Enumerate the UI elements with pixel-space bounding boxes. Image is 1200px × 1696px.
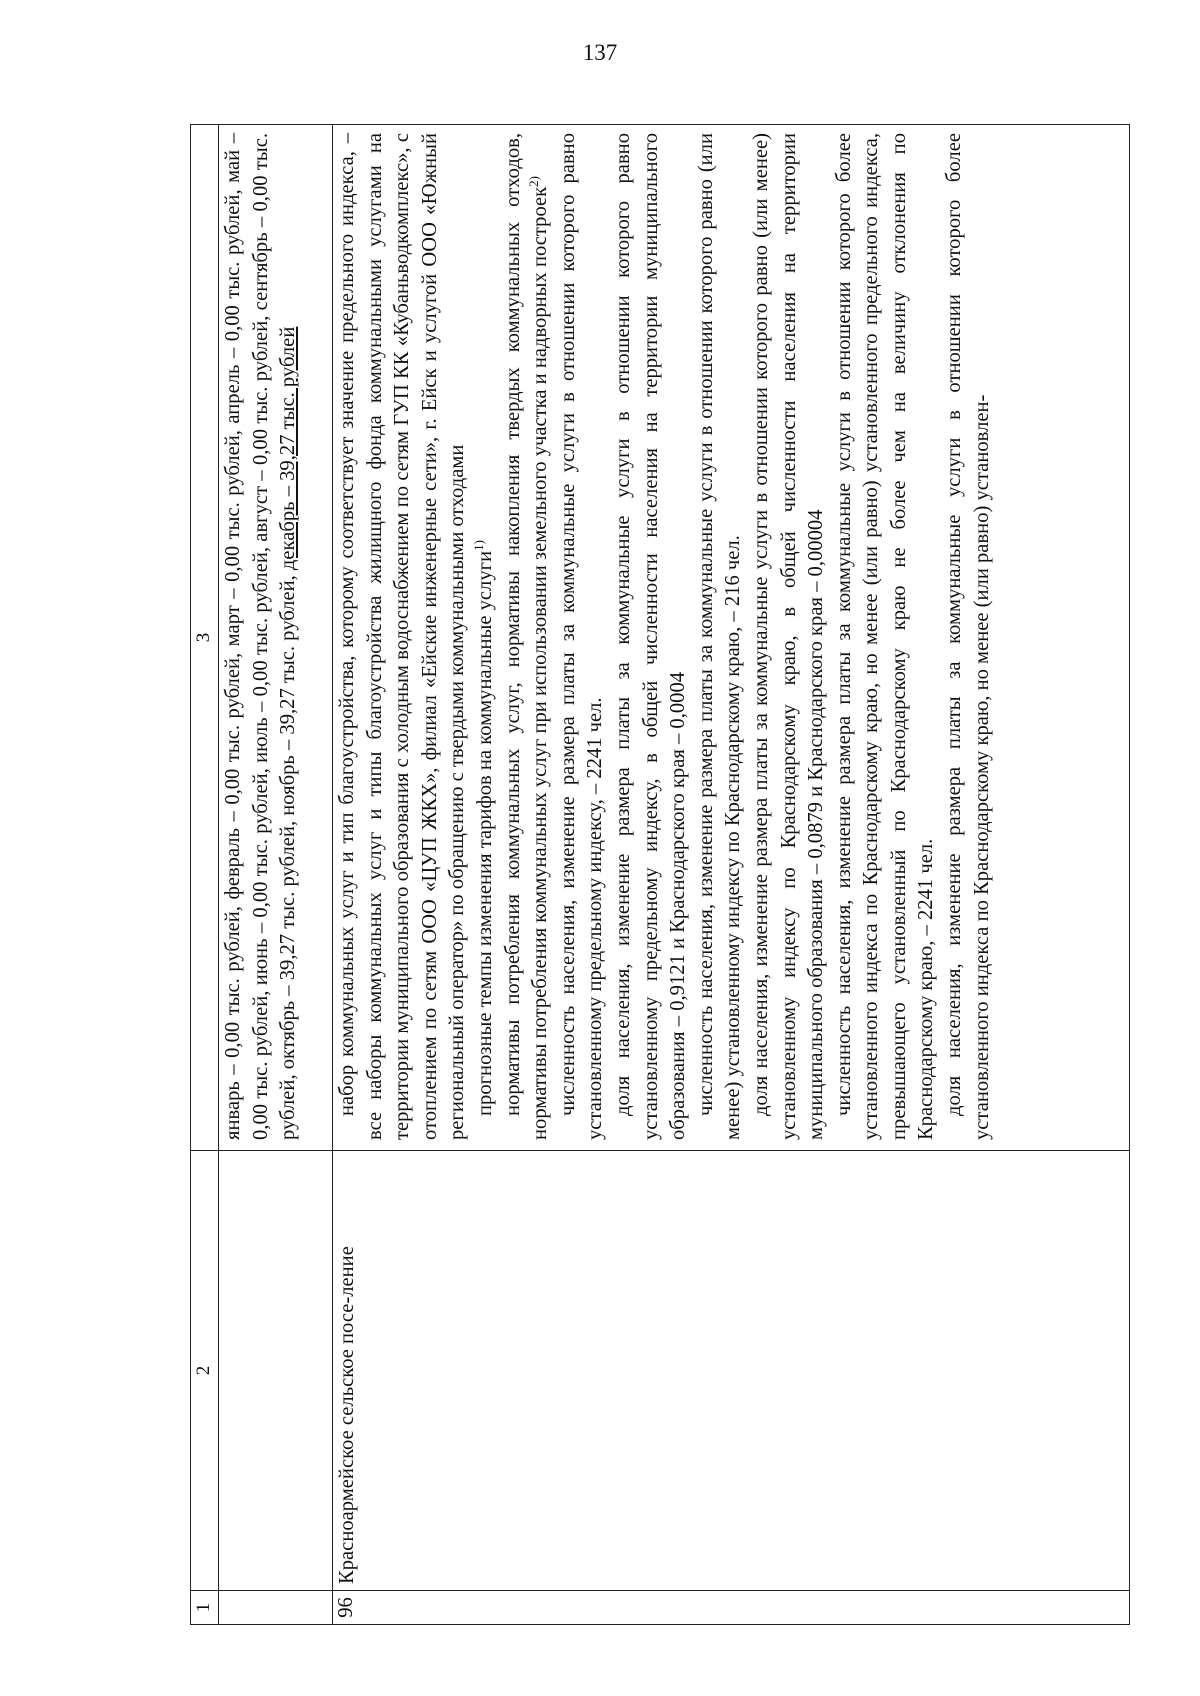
utility-set-paragraph: набор коммунальных услуг и тип благоустройства, которому соответствует значение предельного индекса, – все наборы коммунальных услуг и типы благоустройства жилищного фонда коммунальными услугами на территории муниципального образования с холодным водоснабжением по сетям ГУП КК «Кубаньводкомплекс», с отоплением по сетям ООО «ЦУП ЖКХ», филиал «Ейские инженерные сети», г. Ейск и услугой ООО «Южный региональный оператор» по обращению с твердыми коммунальными отходами [336, 133, 469, 1140]
payment-schedule-text [219, 125, 303, 1150]
share-at-limit-paragraph: доля населения, изменение размера платы за коммунальные услуги в отношении которого равно установленному предельному индексу, в общей численности населения на территории муниципального образования – 0,9121 и Краснодарского края – 0,0004 [611, 133, 690, 1140]
row-index-cell [219, 1591, 333, 1625]
column-number-3: 3 [191, 125, 219, 1151]
payment-schedule-months: январь – 0,00 тыс. рублей, февраль – 0,00 тыс. рублей, март – 0,00 тыс. рублей, апрель – 0,00 тыс. рублей, май – 0,00 тыс. рублей, июнь – 0,00 тыс. рублей, июль – 0,00 тыс. рублей, август – 0,00 тыс. рублей, сентябрь – 0,00 тыс. рублей, октябрь – 39,27 тыс. рублей, ноябрь – 39,27 тыс. рублей, [222, 133, 300, 1140]
table-row-96 [333, 125, 1130, 1625]
tariff-forecast-paragraph [472, 133, 500, 1140]
population-below-regional-paragraph: численность населения, изменение размера платы за коммунальные услуги в отношении которого равно (или менее) установленному индексу по Краснодарскому краю, – 216 чел. [694, 133, 745, 1140]
settlement-cell [219, 1151, 333, 1591]
payment-schedule-cell [219, 125, 333, 1151]
consumption-norms-text: нормативы потребления коммунальных услуг, нормативы накопления твердых коммунальных отходов, нормативы потребления коммунальных услуг при использовании земельного участка и надворных построек [501, 133, 552, 1140]
population-above-regional-paragraph: численность населения, изменение размера платы за коммунальные услуги в отношении которого более установленного индекса по Краснодарскому краю, но менее (или равно) установленного предельного индекса, превышающего установленный по Краснодарскому краю не более чем на величину отклонения по Краснодарскому краю, – 2241 чел. [832, 133, 938, 1140]
footnote-2-marker: 2) [526, 175, 542, 187]
payment-schedule-december: декабрь – 39,27 тыс. рублей [277, 326, 300, 571]
indicators-cell-96 [333, 125, 1130, 1151]
settlement-cell-96 [333, 1151, 1130, 1591]
settlement-name: Красноармейское сельское посе-ление [336, 1246, 358, 1584]
document-table [190, 124, 1130, 1625]
share-below-regional-paragraph: доля населения, изменение размера платы за коммунальные услуги в отношении которого равно (или менее) установленному индексу по Краснодарскому краю, в общей численности населения на территории муниципального образования – 0,0879 и Краснодарского края – 0,00004 [749, 133, 828, 1140]
tariff-forecast-text: прогнозные темпы изменения тарифов на коммунальные услуги [473, 550, 496, 1116]
page-number: 137 [582, 40, 618, 65]
table-row-continuation [219, 125, 333, 1625]
population-at-limit-paragraph: численность населения, изменение размера платы за коммунальные услуги в отношении которого равно установленному предельному индексу, – 2241 чел. [556, 133, 607, 1140]
row-index-96: 96 [333, 1591, 1130, 1625]
column-number-2: 2 [191, 1151, 219, 1591]
footnote-1-marker: 1) [471, 540, 487, 551]
column-number-row [191, 125, 219, 1625]
consumption-norms-paragraph [500, 133, 555, 1140]
share-above-regional-paragraph: доля населения, изменение размера платы за коммунальные услуги в отношении которого более установленного индекса по Краснодарскому краю, но менее (или равно) установлен- [943, 133, 993, 1140]
column-number-1: 1 [191, 1591, 219, 1625]
indicators-text [333, 125, 996, 1150]
rotated-table-wrapper [190, 125, 1130, 1625]
